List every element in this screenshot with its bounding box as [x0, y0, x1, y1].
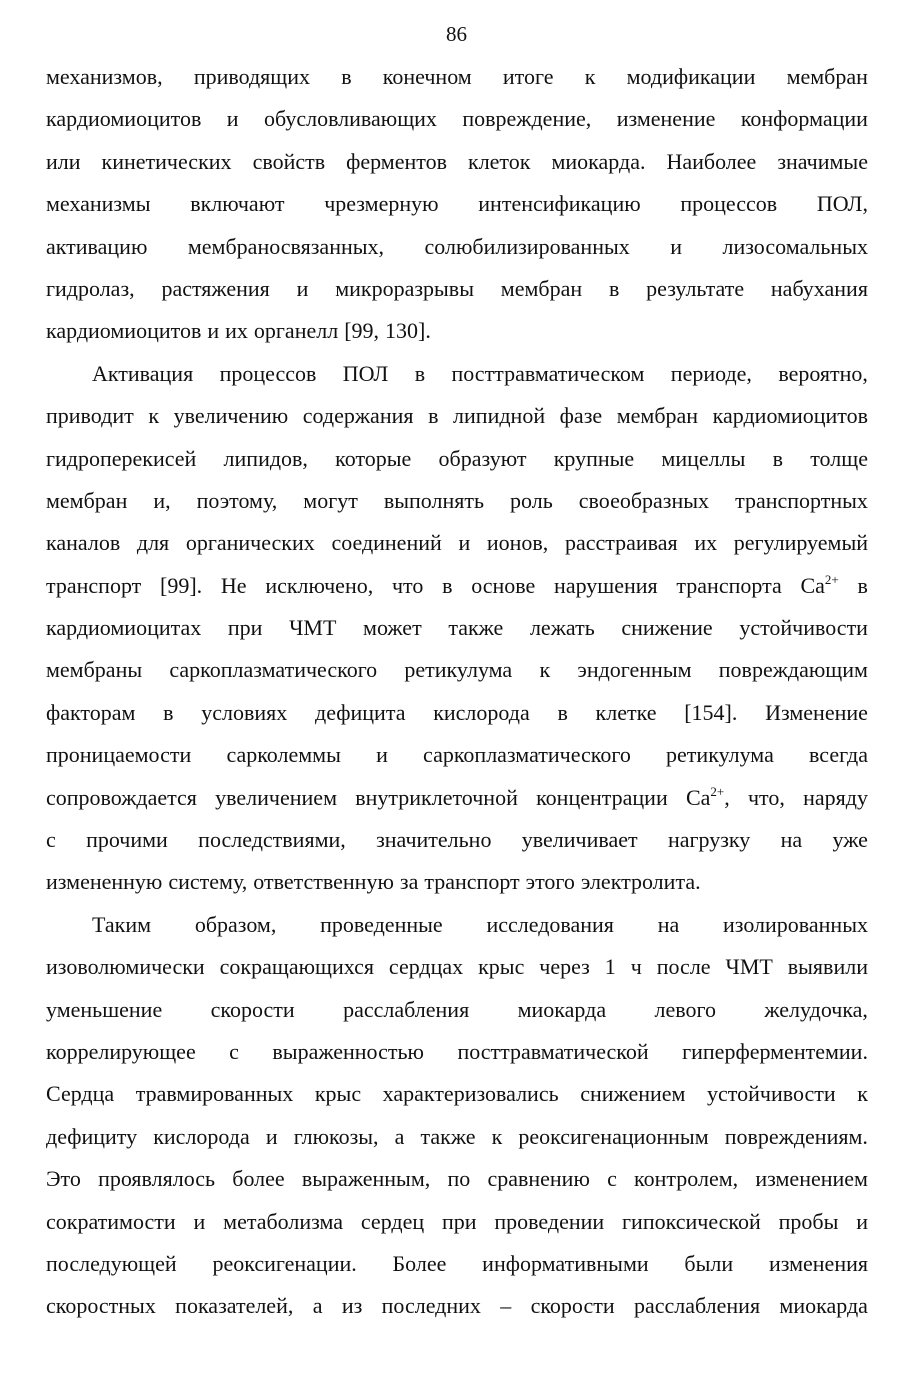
text-line — [46, 438, 868, 480]
word: органелл — [253, 318, 339, 344]
word: изменением — [755, 1166, 868, 1192]
word: лежать — [529, 615, 595, 641]
word: мембран — [616, 403, 699, 429]
word: ч — [630, 954, 642, 980]
word: через — [539, 954, 590, 980]
text-line — [46, 353, 868, 395]
text-line — [46, 1031, 868, 1073]
word: каналов — [46, 530, 121, 556]
word: растяжения — [161, 275, 270, 301]
word: клетке — [595, 699, 657, 725]
word: кинетических — [101, 148, 232, 174]
text-line — [46, 1285, 868, 1327]
word: дефициту — [46, 1123, 138, 1149]
word: выявили — [787, 954, 868, 980]
word: уже — [832, 827, 868, 853]
word: скоростных — [46, 1293, 156, 1319]
word: коррелирующее — [46, 1038, 196, 1064]
word: обусловливающих — [263, 106, 437, 132]
word: при — [441, 1208, 477, 1234]
word: гидролаз, — [46, 275, 135, 301]
text-line — [46, 56, 868, 98]
word: может — [363, 615, 422, 641]
word: поэтому, — [196, 487, 278, 513]
word: посттравматическом — [451, 360, 645, 386]
word: изолированных — [723, 911, 868, 937]
word: наряду — [803, 784, 868, 810]
word: образуют — [438, 445, 527, 471]
word: более — [232, 1166, 285, 1192]
word: с — [229, 1038, 239, 1064]
word: интенсификацию — [478, 191, 641, 217]
word: 130]. — [385, 318, 431, 344]
word: исключено, — [265, 572, 374, 598]
word: всегда — [809, 742, 868, 768]
word: посттравматической — [457, 1038, 649, 1064]
word: транспорт — [424, 869, 520, 895]
text-line — [46, 946, 868, 988]
word: – — [500, 1293, 512, 1319]
word: кислорода — [433, 699, 530, 725]
word: внутриклеточной — [355, 784, 518, 810]
word: расслабления — [633, 1293, 761, 1319]
word: периоде, — [670, 360, 752, 386]
word: что, — [747, 784, 785, 810]
word: Сердца — [46, 1081, 115, 1107]
word: скорости — [530, 1293, 615, 1319]
word: транспортных — [735, 487, 868, 513]
word: ответственную — [253, 869, 394, 895]
word: проявлялось — [98, 1166, 216, 1192]
word: глюкозы, — [293, 1123, 379, 1149]
word: $Ca^{2+}$, — [685, 783, 730, 810]
word: этого — [525, 869, 575, 895]
word: пробы — [778, 1208, 839, 1234]
word: в — [442, 572, 453, 598]
text-line — [46, 904, 868, 946]
word: травмированных — [135, 1081, 294, 1107]
word: мицеллы — [661, 445, 746, 471]
text-line — [46, 692, 868, 734]
word: мембран — [500, 275, 583, 301]
word: гиперферментемии. — [682, 1038, 868, 1064]
word: образом, — [194, 911, 277, 937]
text-line — [46, 777, 868, 819]
word: лизосомальных — [722, 233, 868, 259]
word: Изменение — [765, 699, 868, 725]
word: мембраны — [46, 657, 143, 683]
word: и — [458, 530, 471, 556]
word: выраженностью — [272, 1038, 424, 1064]
word: толще — [810, 445, 868, 471]
word: клеток — [468, 148, 531, 174]
text-line — [46, 565, 868, 607]
word: изменение — [616, 106, 716, 132]
word: включают — [190, 191, 285, 217]
word: 1 — [604, 954, 616, 980]
word: набухания — [770, 275, 868, 301]
word: реоксигенационным — [518, 1123, 709, 1149]
word: вероятно, — [778, 360, 868, 386]
word: реоксигенации. — [212, 1250, 357, 1276]
word: исследования — [486, 911, 614, 937]
word: их — [694, 530, 718, 556]
word: значительно — [376, 827, 492, 853]
word: их — [225, 318, 248, 344]
word: ретикулума — [666, 742, 774, 768]
word: метаболизма — [223, 1208, 344, 1234]
word: которые — [335, 445, 412, 471]
word: дефицита — [315, 699, 406, 725]
word: крыс — [314, 1081, 362, 1107]
word: также — [420, 1123, 476, 1149]
word: своеобразных — [578, 487, 710, 513]
word: и — [670, 233, 683, 259]
word: и — [296, 275, 309, 301]
word: информативными — [482, 1250, 649, 1276]
text-line — [46, 734, 868, 776]
word: содержания — [302, 403, 414, 429]
word: мембран — [786, 64, 868, 89]
word: кислорода — [153, 1123, 250, 1149]
word: по — [447, 1166, 471, 1192]
word: с — [46, 827, 56, 853]
text-line — [46, 607, 868, 649]
superscript: 2+ — [710, 783, 725, 799]
word: активацию — [46, 233, 148, 259]
word: и — [207, 318, 220, 344]
word: расслабления — [343, 996, 470, 1022]
word: миокарда — [779, 1293, 868, 1319]
text-line — [46, 1158, 868, 1200]
word: проницаемости — [46, 742, 192, 768]
word: выраженным, — [301, 1166, 431, 1192]
word: крупные — [553, 445, 635, 471]
word: и — [226, 106, 239, 132]
word: к — [857, 1081, 868, 1107]
word: левого — [654, 996, 716, 1022]
word: гидроперекисей — [46, 445, 197, 471]
word: могут — [303, 487, 358, 513]
word: характеризовались — [382, 1081, 559, 1107]
word: сердец — [360, 1208, 425, 1234]
word: проведенные — [320, 911, 443, 937]
word: и — [193, 1208, 206, 1234]
word: при — [227, 615, 263, 641]
text-line — [46, 183, 868, 225]
word: крыс — [478, 954, 525, 980]
word: Более — [392, 1250, 447, 1276]
word: регулируемый — [733, 530, 868, 556]
text-line — [46, 1073, 868, 1115]
word: в — [428, 403, 439, 429]
word: Наиболее — [666, 148, 757, 174]
text-line — [46, 310, 868, 352]
word: соединений — [331, 530, 442, 556]
word: сократимости — [46, 1208, 176, 1234]
word: показателей, — [175, 1293, 294, 1319]
word: скорости — [210, 996, 295, 1022]
word: или — [46, 148, 81, 174]
word: увеличивает — [521, 827, 638, 853]
text-line — [46, 98, 868, 140]
word: устойчивости — [707, 1081, 836, 1107]
word: приводящих — [193, 64, 310, 89]
word: за — [399, 869, 419, 895]
word: с — [607, 1166, 617, 1192]
text-line — [46, 226, 868, 268]
word: концентрации — [536, 784, 668, 810]
word: в — [557, 699, 568, 725]
word: эндогенным — [577, 657, 692, 683]
word: на — [780, 827, 803, 853]
word: систему, — [168, 869, 248, 895]
word: желудочка, — [764, 996, 868, 1022]
word: выполнять — [383, 487, 485, 513]
word: значимые — [777, 148, 868, 174]
word: изменения — [768, 1250, 868, 1276]
word: из — [341, 1293, 363, 1319]
word: электролита. — [580, 869, 701, 895]
word: проведении — [494, 1208, 605, 1234]
superscript: 2+ — [824, 571, 839, 587]
word: и, — [153, 487, 171, 513]
word: сравнению — [487, 1166, 590, 1192]
word: $Ca^{2+}$ — [800, 571, 839, 598]
word: кардиомиоцитах — [46, 615, 202, 641]
text-line — [46, 989, 868, 1031]
word: последующей — [46, 1250, 177, 1276]
word: и — [376, 742, 388, 768]
word: основе — [471, 572, 536, 598]
word: миокарда. — [551, 148, 646, 174]
word: что — [391, 572, 424, 598]
word: механизмы — [46, 191, 151, 217]
word: фазе — [559, 403, 603, 429]
word: конформации — [740, 106, 868, 132]
word: ЧМТ — [725, 954, 773, 980]
text-line — [46, 861, 868, 903]
word: в — [163, 699, 174, 725]
word: Активация — [92, 360, 194, 386]
page-number: 86 — [446, 22, 467, 46]
word: в — [608, 275, 620, 301]
text-line — [46, 141, 868, 183]
word: ионов, — [486, 530, 549, 556]
word: Таким — [92, 911, 152, 937]
word: конечном — [382, 64, 472, 89]
text-line — [46, 1201, 868, 1243]
word: сопровождается — [46, 784, 197, 810]
word: нагрузку — [667, 827, 751, 853]
word: условиях — [201, 699, 288, 725]
word: модификации — [626, 64, 756, 89]
word: процессов — [680, 191, 778, 217]
word: липидов, — [223, 445, 308, 471]
word: уменьшение — [46, 996, 163, 1022]
body-text — [46, 56, 868, 1328]
word: ПОЛ — [342, 360, 389, 386]
word: сокращающихся — [219, 954, 374, 980]
word: повреждение, — [462, 106, 592, 132]
word: липидной — [453, 403, 546, 429]
word: были — [684, 1250, 734, 1276]
text-line — [46, 1116, 868, 1158]
word: саркоплазматического — [169, 657, 378, 683]
word: последствиями, — [198, 827, 346, 853]
word: транспорт — [46, 572, 142, 598]
word: Не — [220, 572, 247, 598]
word: прочими — [86, 827, 168, 853]
word: процессов — [219, 360, 317, 386]
word: микроразрывы — [335, 275, 474, 301]
word: свойств — [252, 148, 326, 174]
word: повреждениям. — [724, 1123, 868, 1149]
word: увеличением — [215, 784, 337, 810]
word: мембран — [46, 487, 128, 513]
word: [154]. — [684, 699, 738, 725]
word: факторам — [46, 699, 136, 725]
word: кардиомиоцитов — [46, 106, 202, 132]
word: механизмов, — [46, 64, 163, 89]
word: для — [136, 530, 170, 556]
word: Это — [46, 1166, 81, 1192]
word: чрезмерную — [324, 191, 439, 217]
word: к — [584, 64, 596, 89]
word: гипоксической — [622, 1208, 761, 1234]
text-line — [46, 395, 868, 437]
word: ретикулума — [404, 657, 513, 683]
word: к — [148, 403, 160, 429]
word: последних — [381, 1293, 481, 1319]
word: солюбилизированных — [424, 233, 630, 259]
word: результате — [646, 275, 745, 301]
word: после — [656, 954, 711, 980]
word: транспорта — [676, 572, 782, 598]
word: саркоплазматического — [423, 742, 631, 768]
word: ферментов — [346, 148, 447, 174]
word: изоволюмически — [46, 954, 205, 980]
word: на — [657, 911, 680, 937]
word: увеличению — [173, 403, 289, 429]
word: миокарда — [517, 996, 607, 1022]
word: устойчивости — [739, 615, 868, 641]
text-line — [46, 480, 868, 522]
text-line — [46, 649, 868, 691]
word: [99, — [344, 318, 380, 344]
word: приводит — [46, 403, 134, 429]
word: итоге — [502, 64, 554, 89]
word: ЧМТ — [289, 615, 337, 641]
text-line — [46, 268, 868, 310]
word: кардиомиоцитов — [46, 318, 202, 344]
word: и — [856, 1208, 868, 1234]
word: контролем, — [634, 1166, 739, 1192]
word: снижением — [580, 1081, 686, 1107]
word: роль — [510, 487, 553, 513]
word: в — [341, 64, 352, 89]
word: повреждающим — [718, 657, 868, 683]
word: органических — [185, 530, 315, 556]
word: расстраивая — [564, 530, 678, 556]
word: также — [448, 615, 504, 641]
word: измененную — [46, 869, 163, 895]
word: а — [312, 1293, 323, 1319]
word: нарушения — [554, 572, 658, 598]
word: мембраносвязанных, — [187, 233, 385, 259]
word: к — [539, 657, 551, 683]
word: в — [414, 360, 426, 386]
word: сарколеммы — [226, 742, 341, 768]
word: сердцах — [388, 954, 464, 980]
word: в — [857, 572, 868, 598]
word: и — [265, 1123, 278, 1149]
word: кардиомиоцитов — [712, 403, 868, 429]
word: к — [491, 1123, 503, 1149]
word: [99]. — [160, 572, 203, 598]
word: а — [394, 1123, 405, 1149]
text-line — [46, 522, 868, 564]
word: ПОЛ, — [816, 191, 868, 217]
text-line — [46, 1243, 868, 1285]
word: в — [772, 445, 784, 471]
word: снижение — [621, 615, 713, 641]
text-line — [46, 819, 868, 861]
